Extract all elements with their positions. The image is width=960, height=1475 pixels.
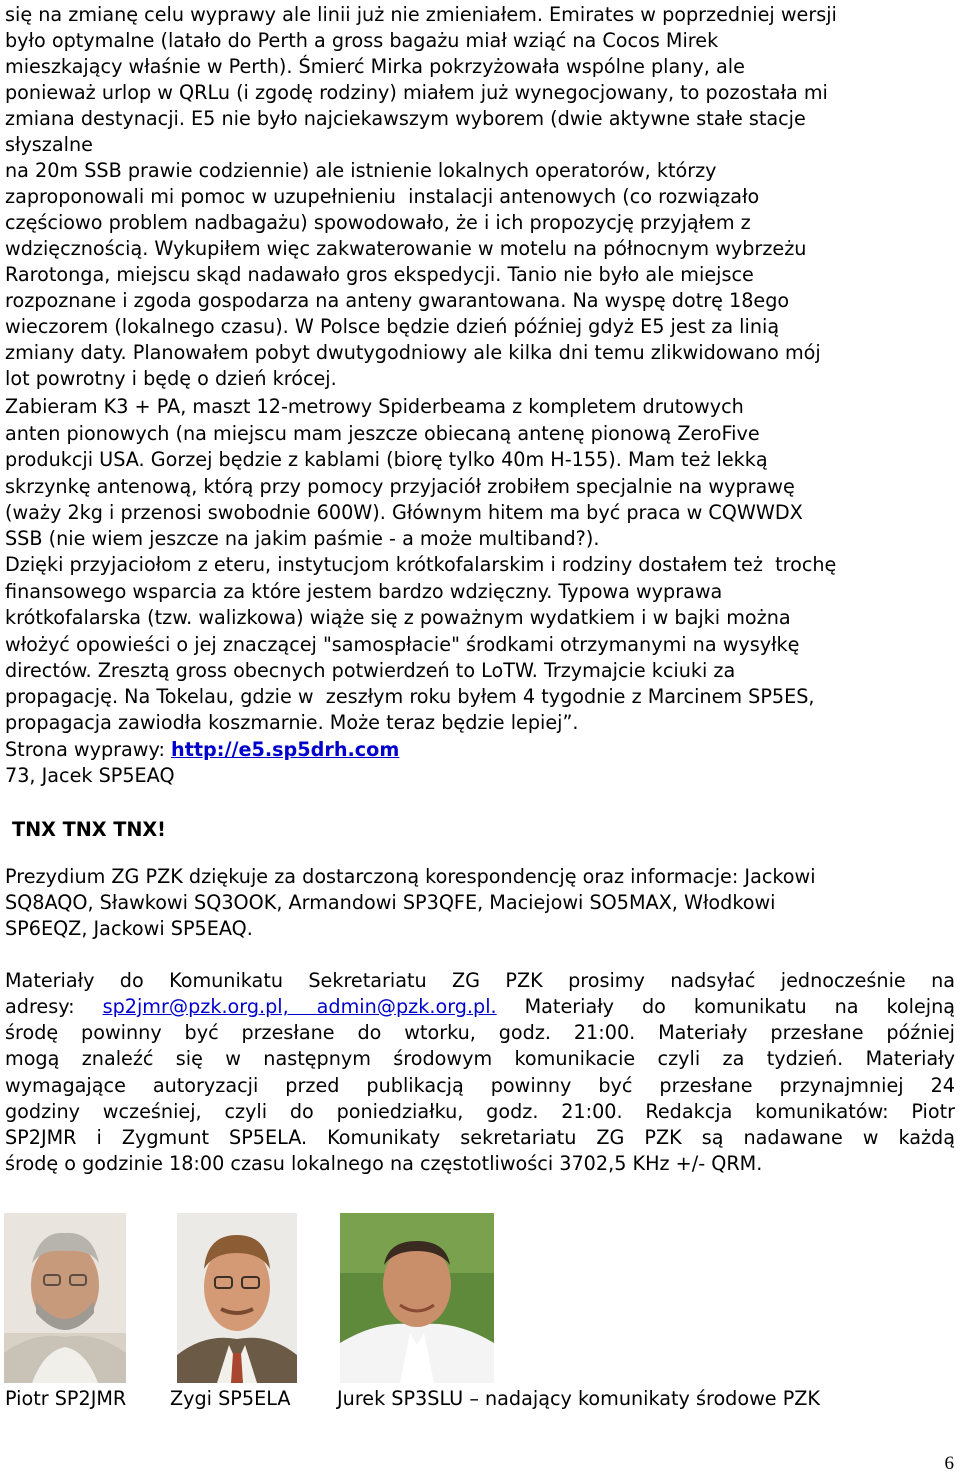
text-line: godziny wcześniej, czyli do poniedziałku, godz. 21:00. Redakcja komunikatów: Piotr (5, 1100, 955, 1123)
addresses-suffix: Materiały do komunikatu na kolejną (496, 995, 955, 1018)
text-line: propagację. Na Tokelau, gdzie w zeszłym roku byłem 4 tygodnie z Marcinem SP5ES, (5, 685, 815, 708)
text-line: SQ8AQO, Sławkowi SQ3OOK, Armandowi SP3QFE, Maciejowi SO5MAX, Włodkowi (5, 891, 776, 914)
text-line: na 20m SSB prawie codziennie) ale istnienie lokalnych operatorów, którzy (5, 159, 717, 182)
text-line: włożyć opowieści o jej znaczącej "samospłacie" środkami otrzymanymi na wysyłkę (5, 633, 800, 656)
text-line: zmiana destynacji. E5 nie było najciekawszym wyborem (dwie aktywne stałe stacje (5, 107, 806, 130)
text-line: wieczorem (lokalnego czasu). W Polsce będzie dzień później gdyż E5 jest za linią (5, 315, 780, 338)
page-number: 6 (944, 1453, 954, 1474)
text-line: zmiany daty. Planowałem pobyt dwutygodniowy ale kilka dni temu zlikwidowano mój (5, 341, 821, 364)
photo-jurek (340, 1213, 494, 1383)
text-line: środę o godzinie 18:00 czasu lokalnego na częstotliwości 3702,5 KHz +/- QRM. (5, 1152, 763, 1175)
text-line: propagacja zawiodła koszmarnie. Może teraz będzie lepiej”. (5, 711, 579, 734)
text-line: directów. Zresztą gross obecnych potwierdzeń to LoTW. Trzymajcie kciuki za (5, 659, 736, 682)
text-line: słyszalne (5, 133, 93, 156)
expedition-website-link[interactable]: http://e5.sp5drh.com (171, 738, 400, 761)
caption-piotr: Piotr SP2JMR (5, 1387, 127, 1410)
text-line: mogą znaleźć się w następnym środowym komunikacie czyli za tydzień. Materiały (5, 1047, 955, 1070)
expedition-website-line (5, 737, 399, 763)
caption-jurek: Jurek SP3SLU – nadający komunikaty środowe PZK (337, 1387, 820, 1410)
photo-zygi (177, 1213, 297, 1383)
email-links[interactable]: sp2jmr@pzk.org.pl, admin@pzk.org.pl. (102, 995, 497, 1018)
text-line: SSB (nie wiem jeszcze na jakim paśmie - a może multiband?). (5, 527, 600, 550)
photo-piotr (4, 1213, 126, 1383)
text-line: się na zmianę celu wyprawy ale linii już nie zmieniałem. Emirates w poprzedniej wersji (5, 3, 837, 26)
text-line: częściowo problem nadbagażu) spowodowało, że i ich propozycję przyjąłem z (5, 211, 751, 234)
text-line: SP2JMR i Zygmunt SP5ELA. Komunikaty sekretariatu ZG PZK są nadawane w każdą (5, 1126, 955, 1149)
text-line: produkcji USA. Gorzej będzie z kablami (biorę tylko 40m H-155). Mam też lekką (5, 448, 768, 471)
text-line: skrzynkę antenową, którą przy pomocy przyjaciół zrobiłem specjalnie na wyprawę (5, 475, 795, 498)
signature: 73, Jacek SP5EAQ (5, 764, 175, 787)
text-line: ponieważ urlop w QRLu (i zgodę rodziny) miałem już wynegocjowany, to pozostała mi (5, 81, 828, 104)
text-line: wdzięcznością. Wykupiłem więc zakwaterowanie w motelu na północnym wybrzeżu (5, 237, 807, 260)
text-line: Dzięki przyjaciołom z eteru, instytucjom krótkofalarskim i rodziny dostałem też trochę (5, 553, 837, 576)
text-line: zaproponowali mi pomoc w uzupełnieniu instalacji antenowych (co rozwiązało (5, 185, 760, 208)
text-line: anten pionowych (na miejscu mam jeszcze obiecaną antenę pionową ZeroFive (5, 422, 760, 445)
text-line: Rarotonga, miejscu skąd nadawało gros ekspedycji. Tanio nie było ale miejsce (5, 263, 754, 286)
website-label: Strona wyprawy: (5, 738, 172, 761)
text-line: wymagające autoryzacji przed publikacją powinny być przesłane przynajmniej 24 (5, 1074, 955, 1097)
text-line: krótkofalarska (tzw. walizkowa) wiąże się z poważnym wydatkiem i w bajki można (5, 606, 791, 629)
text-line: Zabieram K3 + PA, maszt 12-metrowy Spiderbeama z kompletem drutowych (5, 395, 744, 418)
text-line: lot powrotny i będę o dzień krócej. (5, 367, 337, 390)
text-line: SP6EQZ, Jackowi SP5EAQ. (5, 917, 253, 940)
text-line: rozpoznane i zgoda gospodarza na anteny gwarantowana. Na wyspę dotrę 18ego (5, 289, 790, 312)
contact-addresses-line (5, 994, 955, 1020)
text-line: (waży 2kg i przenosi swobodnie 600W). Głównym hitem ma być praca w CQWWDX (5, 501, 803, 524)
text-line: środę powinny być przesłane do wtorku, godz. 21:00. Materiały przesłane później (5, 1021, 955, 1044)
text-line: Prezydium ZG PZK dziękuje za dostarczoną korespondencję oraz informacje: Jackowi (5, 865, 816, 888)
text-line: mieszkający właśnie w Perth). Śmierć Mirka pokrzyżowała wspólne plany, ale (5, 55, 745, 78)
text-line: było optymalne (latało do Perth a gross bagażu miał wziąć na Cocos Mirek (5, 29, 719, 52)
tnx-heading: TNX TNX TNX! (12, 818, 166, 841)
text-line: finansowego wsparcia za które jestem bardzo wdzięczny. Typowa wyprawa (5, 580, 723, 603)
caption-zygi: Zygi SP5ELA (170, 1387, 291, 1410)
addresses-label: adresy: (5, 995, 103, 1018)
text-line: Materiały do Komunikatu Sekretariatu ZG PZK prosimy nadsyłać jednocześnie na (5, 969, 955, 992)
